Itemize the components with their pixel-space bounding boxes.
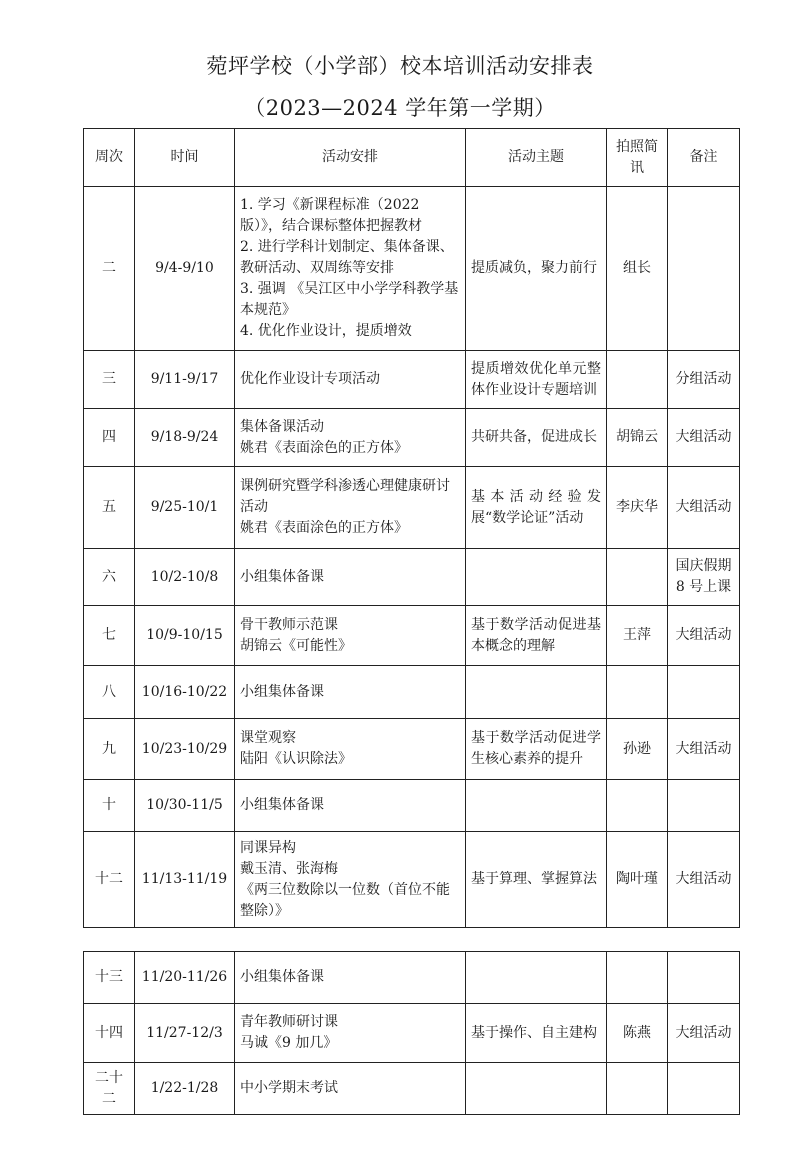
week-cell: 二 [84, 187, 135, 351]
header-activity: 活动安排 [235, 129, 466, 187]
activity-cell: 同课异构 戴玉清、张海梅 《两三位数除以一位数（首位不能整除）》 [235, 832, 466, 928]
activity-cell: 骨干教师示范课 胡锦云《可能性》 [235, 606, 466, 666]
week-cell: 四 [84, 409, 135, 467]
photo-cell: 组长 [607, 187, 668, 351]
photo-cell [607, 780, 668, 832]
note-cell: 大组活动 [668, 606, 740, 666]
theme-cell: 基于算理、掌握算法 [466, 832, 607, 928]
activity-cell: 优化作业设计专项活动 [235, 351, 466, 409]
table-row [84, 780, 740, 832]
note-cell [668, 780, 740, 832]
photo-cell: 胡锦云 [607, 409, 668, 467]
theme-cell: 基于操作、自主建构 [466, 1004, 607, 1063]
note-cell: 大组活动 [668, 1004, 740, 1063]
photo-cell: 孙逊 [607, 719, 668, 780]
week-cell: 十二 [84, 832, 135, 928]
week-cell: 二十二 [84, 1063, 135, 1115]
time-cell: 9/25-10/1 [135, 467, 235, 549]
header-theme: 活动主题 [466, 129, 607, 187]
theme-cell [466, 780, 607, 832]
time-cell: 10/16-10/22 [135, 666, 235, 719]
note-cell: 大组活动 [668, 719, 740, 780]
photo-cell [607, 1063, 668, 1115]
week-cell: 七 [84, 606, 135, 666]
theme-cell: 共研共备，促进成长 [466, 409, 607, 467]
header-time: 时间 [135, 129, 235, 187]
theme-cell: 提质减负，聚力前行 [466, 187, 607, 351]
document-subtitle: （2023—2024 学年第一学期） [244, 96, 556, 120]
table-row [84, 549, 740, 606]
table-row [84, 351, 740, 409]
time-cell: 1/22-1/28 [135, 1063, 235, 1115]
activity-cell: 课例研究暨学科渗透心理健康研讨活动 姚君《表面涂色的正方体》 [235, 467, 466, 549]
note-cell: 大组活动 [668, 409, 740, 467]
schedule-table [83, 128, 740, 928]
photo-cell: 陈燕 [607, 1004, 668, 1063]
table-row [84, 719, 740, 780]
header-photo: 拍照简讯 [607, 129, 668, 187]
week-cell: 八 [84, 666, 135, 719]
time-cell: 11/27-12/3 [135, 1004, 235, 1063]
photo-cell: 陶叶瑾 [607, 832, 668, 928]
week-cell: 十三 [84, 952, 135, 1004]
photo-cell: 李庆华 [607, 467, 668, 549]
time-cell: 10/23-10/29 [135, 719, 235, 780]
week-cell: 六 [84, 549, 135, 606]
theme-cell: 基于数学活动促进学生核心素养的提升 [466, 719, 607, 780]
note-cell: 大组活动 [668, 467, 740, 549]
theme-cell [466, 1063, 607, 1115]
time-cell: 9/11-9/17 [135, 351, 235, 409]
photo-cell [607, 351, 668, 409]
activity-cell: 小组集体备课 [235, 952, 466, 1004]
note-cell [668, 187, 740, 351]
activity-cell: 1. 学习《新课程标准（2022 版）》，结合课标整体把握教材 2. 进行学科计划制定、集体备课、教研活动、双周练等安排 3. 强调 《吴江区中小学学科教学基本规范》 4. 优化作业设计，提质增效 [235, 187, 466, 351]
activity-cell: 课堂观察 陆阳《认识除法》 [235, 719, 466, 780]
activity-cell: 集体备课活动 姚君《表面涂色的正方体》 [235, 409, 466, 467]
table-row [84, 666, 740, 719]
theme-cell: 基于数学活动促进基本概念的理解 [466, 606, 607, 666]
note-cell: 大组活动 [668, 832, 740, 928]
activity-cell: 小组集体备课 [235, 549, 466, 606]
week-cell: 十四 [84, 1004, 135, 1063]
theme-cell: 基本活动经验发展“数学论证”活动 [466, 467, 607, 549]
time-cell: 10/30-11/5 [135, 780, 235, 832]
note-cell [668, 1063, 740, 1115]
theme-cell: 提质增效优化单元整体作业设计专题培训 [466, 351, 607, 409]
table-row [84, 1063, 740, 1115]
week-cell: 三 [84, 351, 135, 409]
note-cell: 分组活动 [668, 351, 740, 409]
activity-cell: 中小学期末考试 [235, 1063, 466, 1115]
table-row [84, 832, 740, 928]
time-cell: 9/4-9/10 [135, 187, 235, 351]
schedule-table-continued [83, 951, 740, 1115]
photo-cell [607, 952, 668, 1004]
time-cell: 10/9-10/15 [135, 606, 235, 666]
theme-cell [466, 666, 607, 719]
week-cell: 九 [84, 719, 135, 780]
note-cell [668, 666, 740, 719]
table-row [84, 606, 740, 666]
photo-cell [607, 666, 668, 719]
time-cell: 11/20-11/26 [135, 952, 235, 1004]
activity-cell: 青年教师研讨课 马诚《9 加几》 [235, 1004, 466, 1063]
table-row [84, 467, 740, 549]
note-cell: 国庆假期 8 号上课 [668, 549, 740, 606]
week-cell: 五 [84, 467, 135, 549]
document-title: 菀坪学校（小学部）校本培训活动安排表 [206, 54, 594, 78]
table-row [84, 187, 740, 351]
table-row [84, 1004, 740, 1063]
time-cell: 9/18-9/24 [135, 409, 235, 467]
table-header-row [84, 129, 740, 187]
theme-cell [466, 952, 607, 1004]
activity-cell: 小组集体备课 [235, 666, 466, 719]
activity-cell: 小组集体备课 [235, 780, 466, 832]
table-row [84, 409, 740, 467]
week-cell: 十 [84, 780, 135, 832]
table-row [84, 952, 740, 1004]
header-week: 周次 [84, 129, 135, 187]
theme-cell [466, 549, 607, 606]
photo-cell [607, 549, 668, 606]
time-cell: 11/13-11/19 [135, 832, 235, 928]
header-note: 备注 [668, 129, 740, 187]
photo-cell: 王萍 [607, 606, 668, 666]
note-cell [668, 952, 740, 1004]
time-cell: 10/2-10/8 [135, 549, 235, 606]
